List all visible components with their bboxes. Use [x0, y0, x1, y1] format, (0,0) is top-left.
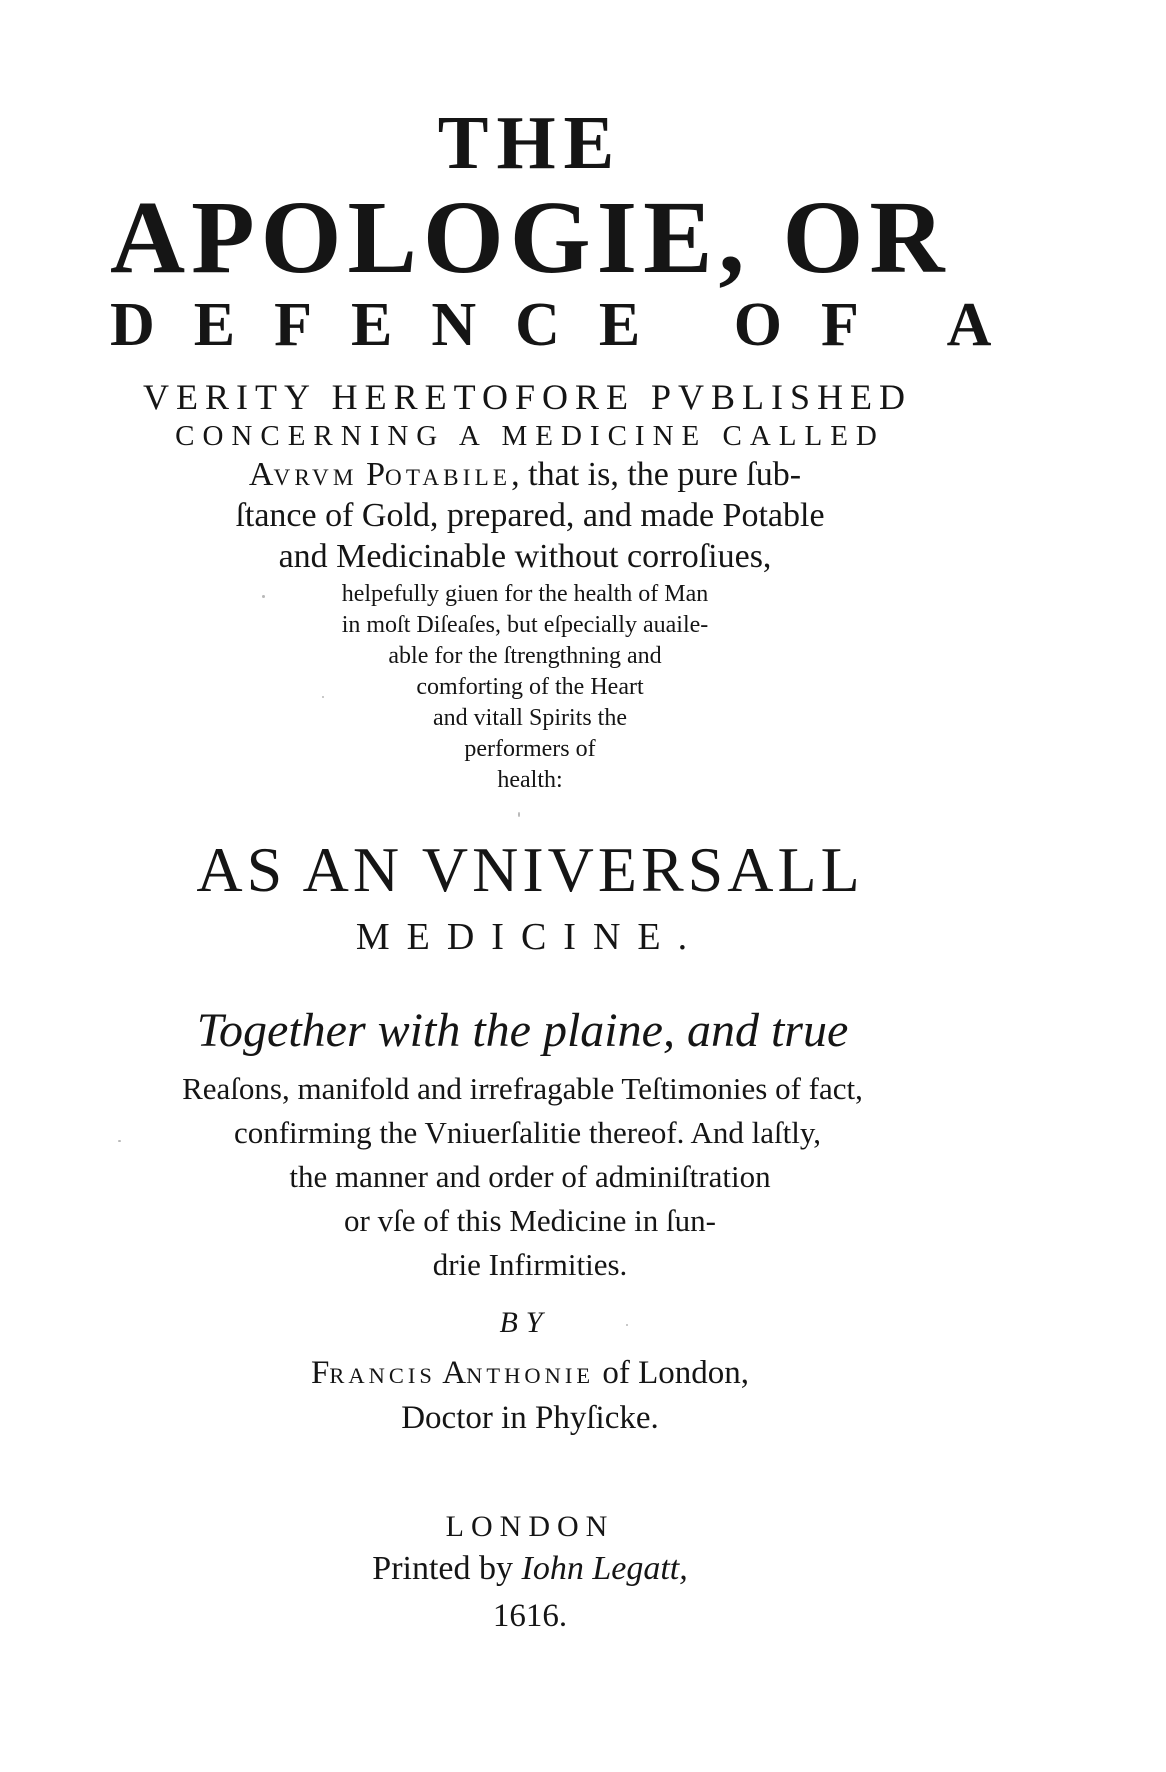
subtitle-performers: performers of	[464, 736, 596, 762]
body-confirming: confirming the Vniuerſalitie thereof. And laſtly,	[233, 1115, 822, 1150]
print-speck	[626, 1324, 628, 1326]
body-reasons: Reaſons, manifold and irrefragable Teſtimonies of fact,	[182, 1071, 863, 1106]
title-word-the: THE	[437, 101, 623, 185]
subtitle-comforting: comforting of the Heart	[416, 674, 644, 700]
potabile-initial: P	[357, 456, 386, 493]
title-defence: DEFENCE OF A	[110, 291, 1031, 359]
imprint-printer	[335, 1550, 725, 1588]
print-speck	[118, 1140, 121, 1142]
aurum-initial: A	[248, 456, 274, 493]
subtitle-verity: VERITY HERETOFORE PVBLISHED	[142, 377, 912, 417]
subtitle-vitall: and vitall Spirits the	[433, 705, 627, 731]
byline-by: BY	[499, 1306, 551, 1339]
author-name	[190, 1355, 870, 1392]
italic-together: Together with the plaine, and true	[196, 1004, 849, 1057]
heading-universall: AS AN VNIVERSALL	[196, 834, 864, 905]
subtitle-medicinable: and Medicinable without corroſiues,	[278, 538, 772, 575]
body-vse: or vſe of this Medicine in ſun-	[344, 1203, 716, 1238]
subtitle-able: able for the ſtrengthning and	[388, 643, 662, 669]
imprint-place: LONDON	[445, 1510, 615, 1543]
author-rest: of London,	[594, 1355, 750, 1391]
title-apologie: APOLOGIE, OR	[110, 180, 951, 295]
author-first-initial: F	[310, 1355, 330, 1391]
potabile-smallcaps: OTABILE	[385, 465, 512, 491]
aurum-rest: , that is, the pure ſub-	[511, 456, 802, 493]
subtitle-aurum-potabile	[135, 456, 915, 494]
author-last-smallcaps: NTHONIE	[466, 1363, 595, 1388]
author-first-smallcaps: RANCIS	[329, 1363, 436, 1388]
subtitle-health: health:	[497, 767, 563, 793]
printer-name: Iohn Legatt,	[521, 1550, 688, 1587]
print-speck	[262, 595, 265, 598]
imprint-prefix: Printed by	[372, 1550, 522, 1587]
body-manner: the manner and order of adminiſtration	[289, 1159, 771, 1194]
print-speck	[518, 812, 520, 817]
author-last-initial: A	[435, 1355, 467, 1391]
body-drie: drie Infirmities.	[432, 1247, 628, 1282]
print-speck	[322, 696, 324, 698]
subtitle-concerning: CONCERNING A MEDICINE CALLED	[175, 420, 885, 452]
subtitle-stance: ſtance of Gold, prepared, and made Potable	[235, 497, 825, 534]
heading-medicine: MEDICINE.	[355, 916, 705, 958]
subtitle-most: in moſt Diſeaſes, but eſpecially auaile-	[341, 612, 709, 638]
author-title: Doctor in Phyſicke.	[401, 1400, 659, 1436]
subtitle-helpefully: helpefully giuen for the health of Man	[341, 581, 709, 607]
imprint-year: 1616.	[492, 1598, 568, 1634]
aurum-smallcaps: VRVM	[273, 465, 358, 491]
